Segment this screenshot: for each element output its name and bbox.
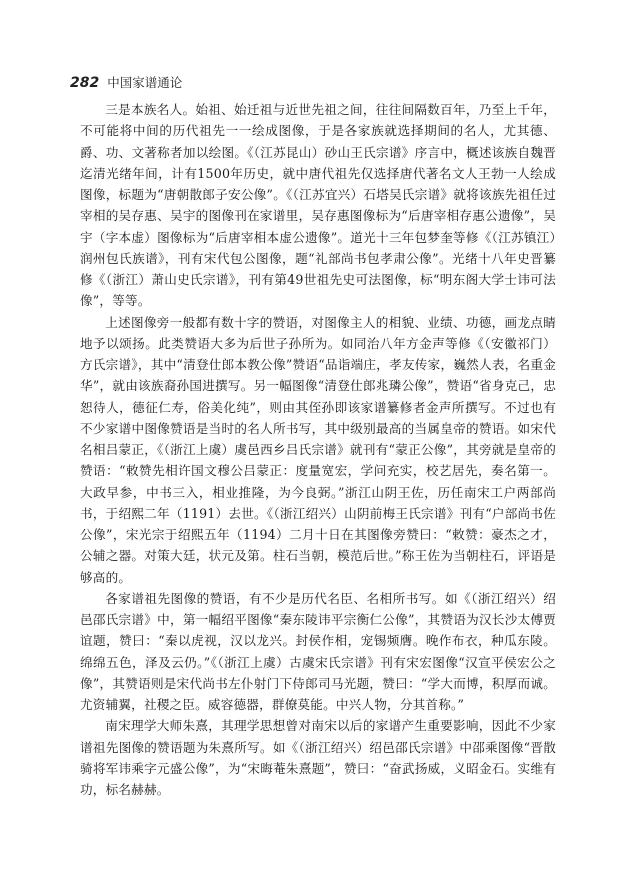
paragraph-famous-ancestors: 三是本族名人。始祖、始迁祖与近世先祖之间，往往间隔数百年，乃至上千年，不可能将中间的历代祖先一一绘成图像，于是各家族就选择期间的名人，尤其德、爵、功、文著称者加以绘图。《（江苏昆山）砂山王氏宗谱》序言中，概述该族自魏晋迄清光绪年间，计有1500年历史，就中唐代祖先仅选择唐代著名文人王勃一人绘成图像，标题为“唐朝散郎子安公像”。《（江苏宜兴）石塔吴氏宗谱》就将该族先祖任过宰相的吴存惠、吴宇的图像刊在家谱里，吴存惠图像标为“后唐宰相存惠公遗像”，吴宇（字本虚）图像标为“后唐宰相本虚公遗像”。道光十三年包梦奎等修《（江苏镇江）润州包氏族谱》，刊有宋代包公图像，题“礼部尚书包孝肃公像”。光绪十八年史晋纂修《（浙江）萧山史氏宗谱》，刊有第49世祖先史可法图像，标“明东阁大学士讳可法像”，等等。 <box>80 102 556 309</box>
paragraph-portrait-eulogies: 上述图像旁一般都有数十字的赞语，对图像主人的相貌、业绩、功德，画龙点睛地予以颂扬。此类赞语大多为后世子孙所为。如同治八年方金声等修《（安徽祁门）方氏宗谱》，其中“清登仕郎本教公像”赞语“品诣端庄，孝友传家，巍然人表，名重金华”，就由该族裔孙国进撰写。另一幅图像“清登仕郎兆璘公像”，赞语“省身克己，忠恕待人，德征仁寿，俗美化纯”，则由其侄孙即该家谱纂修者金声所撰写。不过也有不少家谱中图像赞语是当时的名人所书写，其中级别最高的当属皇帝的赞语。如宋代名相吕蒙正，《（浙江上虞）虞邑西乡吕氏宗谱》就刊有“蒙正公像”，其旁就是皇帝的赞语：“敕赞先相许国文穆公吕蒙正：度量宽宏，学问充实，校艺居先，奏名第一。大政早参，中书三入，相业推隆，为今良弼。”浙江山阴王佐，历任南宋工户两部尚书，于绍熙二年（1191）去世。《（浙江绍兴）山阴前梅王氏宗谱》刊有“户部尚书佐公像”，宋光宗于绍熙五年（1194）二月十日在其图像旁赞曰：“敕赞：豪杰之才，公辅之器。对策大廷，状元及第。柱石当朝，模范后世。”称王佐为当朝柱石，评语是够高的。 <box>80 314 556 585</box>
book-title: 中国家谱通论 <box>107 75 183 90</box>
paragraph-ministers-eulogies: 各家谱祖先图像的赞语，有不少是历代名臣、名相所书写。如《（浙江绍兴）绍邑邵氏宗谱》中，第一幅绍平图像“秦东陵讳平宗衡仁公像”，其赞语为汉长沙太傅贾谊题，赞曰：“秦以虎视，汉以龙兴。封侯作相，宠锡频膺。晚作布衣，种瓜东陵。绵绵五色，泽及云仍。”《（浙江上虞）古虞宋氏宗谱》刊有宋宏图像“汉宣平侯宏公之像”，其赞语则是宋代尚书左仆射门下侍郎司马光题，赞曰：“学大而博，积厚而诚。尤资辅翼，社稷之臣。威容德器，群僚莫能。中兴人物，分其首称。” <box>80 590 556 712</box>
running-header <box>70 73 182 91</box>
page-number: 282 <box>70 75 100 91</box>
body-text <box>80 99 556 800</box>
paragraph-zhu-xi-eulogies: 南宋理学大师朱熹，其理学思想曾对南宋以后的家谱产生重要影响，因此不少家谱祖先图像的赞语题为朱熹所写。如《（浙江绍兴）绍邑邵氏宗谱》中邵乘图像“晋散骑将军讳乘字元盛公像”，为“宋晦菴朱熹题”，赞曰：“奋武扬威，义昭金石。实维有功，标名赫赫。 <box>80 718 556 797</box>
